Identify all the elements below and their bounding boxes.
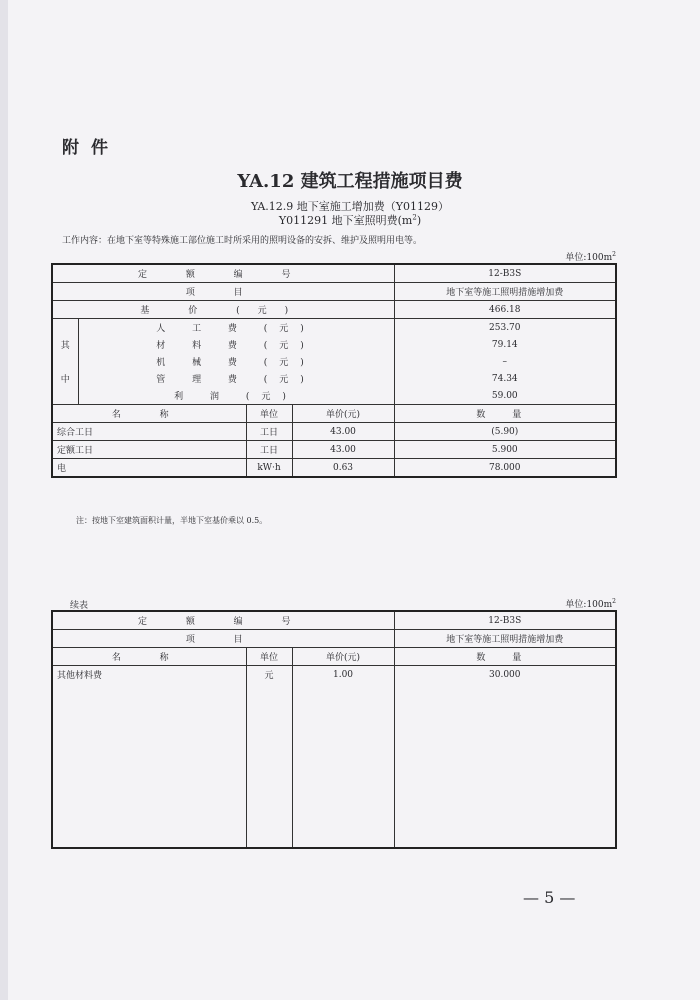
item-subtitle-text: Y011291 地下室照明费(m (278, 214, 413, 227)
quota-number-label: 定 额 编 号 (52, 264, 394, 283)
quota-number-value: 12-B3S (394, 264, 616, 283)
empty-cell (246, 683, 292, 848)
row-name: 定额工日 (52, 441, 246, 459)
breakdown-label: 管 理 费 (元) (78, 370, 394, 387)
table-row (52, 666, 616, 684)
row-unit: 元 (246, 666, 292, 684)
page-number: — 5 — (523, 888, 576, 907)
unit-label (565, 250, 616, 263)
column-header-row (52, 648, 616, 666)
base-price-label: 基 价 (元) (52, 301, 394, 319)
row-unit: 工日 (246, 423, 292, 441)
empty-cell (292, 683, 394, 848)
col-price-header: 单价(元) (292, 405, 394, 423)
breakdown-row (52, 370, 616, 387)
item-row (52, 283, 616, 301)
quota-number-label: 定 额 编 号 (52, 611, 394, 630)
quota-table (51, 263, 617, 478)
col-qty-header: 数 量 (394, 405, 616, 423)
quota-number-value: 12-B3S (394, 611, 616, 630)
row-qty: 5.900 (394, 441, 616, 459)
col-qty-header: 数 量 (394, 648, 616, 666)
breakdown-value: 74.34 (394, 370, 616, 387)
unit-label-sup: 2 (612, 251, 616, 258)
item-row (52, 630, 616, 648)
attachment-label: 附件 (62, 138, 120, 158)
among-spacer (52, 353, 78, 370)
breakdown-row (52, 336, 616, 353)
row-unit: kW·h (246, 459, 292, 478)
item-subtitle-close: ) (416, 214, 422, 227)
unit-label-text: 单位:100m (565, 253, 613, 263)
among-label: 中 (52, 370, 78, 387)
col-price-header: 单价(元) (292, 648, 394, 666)
row-price: 43.00 (292, 423, 394, 441)
among-label: 其 (52, 336, 78, 353)
row-price: 1.00 (292, 666, 394, 684)
unit-label-sup: 2 (612, 598, 616, 605)
item-label: 项 目 (52, 283, 394, 301)
row-qty: (5.90) (394, 423, 616, 441)
breakdown-value: 253.70 (394, 319, 616, 337)
breakdown-label: 人 工 费 (元) (78, 319, 394, 337)
empty-filler-row (52, 683, 616, 848)
among-label-1 (52, 319, 78, 337)
item-label: 项 目 (52, 630, 394, 648)
base-price-value: 466.18 (394, 301, 616, 319)
empty-cell (52, 683, 246, 848)
row-qty: 30.000 (394, 666, 616, 684)
row-name: 电 (52, 459, 246, 478)
table-row (52, 423, 616, 441)
base-price-row (52, 301, 616, 319)
breakdown-row (52, 319, 616, 337)
item-value: 地下室等施工照明措施增加费 (394, 630, 616, 648)
breakdown-label: 材 料 费 (元) (78, 336, 394, 353)
col-unit-header: 单位 (246, 648, 292, 666)
breakdown-value: 59.00 (394, 387, 616, 405)
quota-number-row (52, 264, 616, 283)
section-subtitle: YA.12.9 地下室施工增加费（Y01129） (250, 200, 450, 213)
quota-number-row (52, 611, 616, 630)
continued-label: 续表 (70, 601, 89, 611)
row-price: 43.00 (292, 441, 394, 459)
row-price: 0.63 (292, 459, 394, 478)
item-value: 地下室等施工照明措施增加费 (394, 283, 616, 301)
unit-label-2 (565, 597, 616, 610)
table-note: 注：按地下室建筑面积计量，半地下室基价乘以 0.5。 (76, 516, 268, 525)
col-name-header: 名 称 (52, 405, 246, 423)
breakdown-label: 机 械 费 (元) (78, 353, 394, 370)
row-unit: 工日 (246, 441, 292, 459)
item-subtitle (0, 212, 700, 228)
empty-cell (394, 683, 616, 848)
col-name-header: 名 称 (52, 648, 246, 666)
table-row (52, 459, 616, 478)
breakdown-value: – (394, 353, 616, 370)
quota-table-continued (51, 610, 617, 849)
work-content: 工作内容：在地下室等特殊施工部位施工时所采用的照明设备的安拆、维护及照明用电等。 (62, 236, 423, 246)
row-qty: 78.000 (394, 459, 616, 478)
breakdown-label: 利 润 (元) (78, 387, 394, 405)
col-unit-header: 单位 (246, 405, 292, 423)
scan-edge (0, 0, 8, 1000)
row-name: 其他材料费 (52, 666, 246, 684)
breakdown-value: 79.14 (394, 336, 616, 353)
item-subtitle-sup: 2 (412, 213, 417, 222)
document-title: YA.12 建筑工程措施项目费 (237, 171, 463, 192)
row-name: 综合工日 (52, 423, 246, 441)
table-row (52, 441, 616, 459)
among-spacer (52, 387, 78, 405)
breakdown-row (52, 387, 616, 405)
breakdown-row (52, 353, 616, 370)
column-header-row (52, 405, 616, 423)
unit-label-text: 单位:100m (565, 600, 613, 610)
